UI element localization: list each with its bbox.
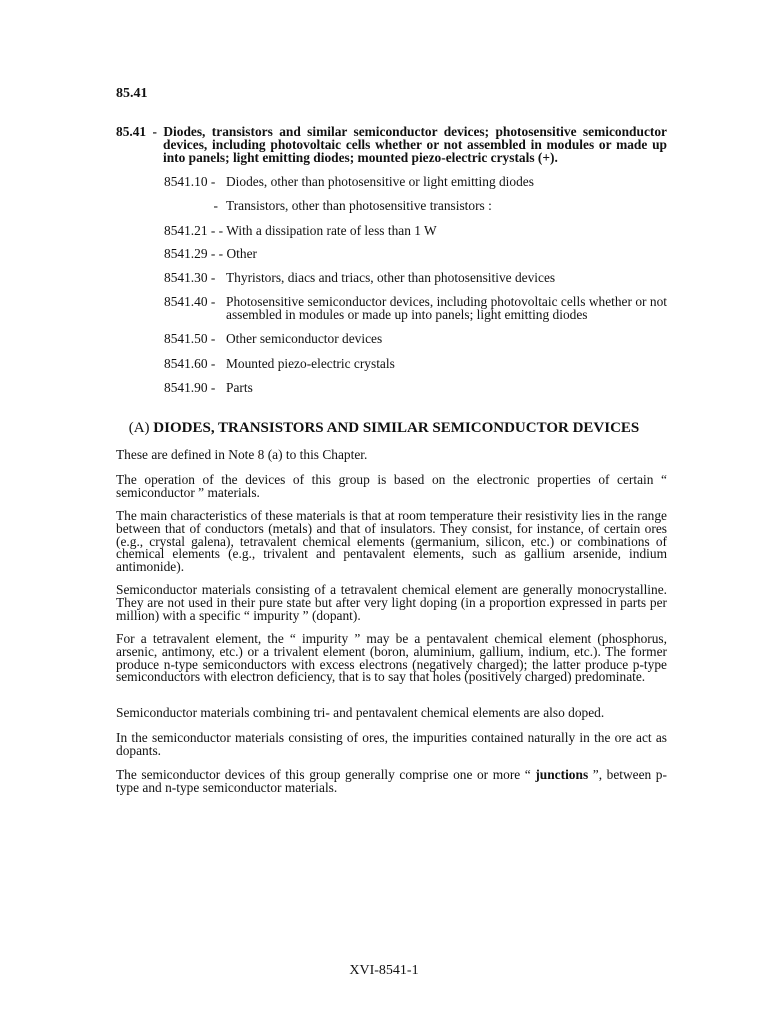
- subheading-code: 8541.90 -: [164, 380, 216, 395]
- heading-code: 85.41: [116, 86, 148, 101]
- paragraph-text: The semiconductor devices of this group generally comprise one or more “: [116, 767, 531, 782]
- paragraph: Semiconductor materials consisting of a tetravalent chemical element are generally monocrystalline. They are not used in their pure state but after very light doping (in a proportion expressed in parts per million) with a specific “ impurity ” (dopant).: [116, 582, 667, 623]
- section-title: [0, 420, 768, 437]
- subheading-row: [164, 248, 257, 261]
- paragraph: In the semiconductor materials consisting of ores, the impurities contained naturally in the ore act as dopants.: [116, 730, 667, 758]
- subheading-text: Parts: [226, 380, 253, 395]
- subheading-row: [164, 333, 667, 346]
- section-prefix: (A): [128, 420, 150, 436]
- paragraph: The operation of the devices of this group is based on the electronic properties of certain “ semiconductor ” materials.: [116, 472, 667, 500]
- subheading-row: [164, 225, 437, 238]
- subheading-text: Thyristors, diacs and triacs, other than photosensitive devices: [226, 270, 556, 285]
- subheading-row: [164, 272, 667, 285]
- paragraph: [116, 769, 667, 795]
- page-footer: XVI-8541-1: [349, 963, 419, 978]
- subheading-text: Transistors, other than photosensitive transistors :: [226, 198, 492, 213]
- subheading-row: [164, 176, 667, 189]
- subheading-text: Diodes, other than photosensitive or light emitting diodes: [226, 174, 534, 189]
- heading-title-text: 85.41 - Diodes, transistors and similar semiconductor devices; photosensitive semiconductor devices, including photovoltaic cells whether or not assembled in modules or made up into panels; light emitting diodes; mounted piezo-electric crystals (+).: [116, 124, 667, 165]
- subheading-code: -: [213, 198, 218, 213]
- paragraph: These are defined in Note 8 (a) to this Chapter.: [116, 447, 368, 462]
- subheading-code: 8541.40 -: [164, 294, 216, 309]
- subheading-text: Other: [226, 246, 257, 261]
- section-heading: DIODES, TRANSISTORS AND SIMILAR SEMICONDUCTOR DEVICES: [153, 420, 640, 436]
- subheading-text: Photosensitive semiconductor devices, including photovoltaic cells whether or not assembled in modules or made up into panels; light emitting diodes: [226, 294, 667, 322]
- paragraph-keyword: junctions: [535, 767, 589, 782]
- subheading-row: [164, 382, 667, 395]
- subheading-row: [164, 200, 667, 213]
- subheading-code: 8541.50 -: [164, 331, 216, 346]
- paragraph-text: ”, between p-type and n-type semiconductor materials.: [116, 767, 667, 795]
- subheading-text: With a dissipation rate of less than 1 W: [226, 223, 437, 238]
- subheading-code: 8541.21 - -: [164, 223, 224, 238]
- subheading-row: [164, 296, 667, 322]
- subheading-code: 8541.29 - -: [164, 246, 224, 261]
- paragraph: Semiconductor materials combining tri- and pentavalent chemical elements are also doped.: [116, 705, 605, 720]
- subheading-code: 8541.60 -: [164, 356, 216, 371]
- subheading-code: 8541.30 -: [164, 270, 216, 285]
- heading-title: [116, 126, 667, 164]
- paragraph: For a tetravalent element, the “ impurity ” may be a pentavalent chemical element (phosphorus, arsenic, antimony, etc.) or a trivalent element (boron, aluminium, gallium, indium, etc.). The former produce n-type semiconductors with excess electrons (negatively charged); the latter produce p-type semiconductors with electron deficiency, that is to say that holes (positively charged) predominate.: [116, 631, 667, 685]
- subheading-text: Mounted piezo-electric crystals: [226, 356, 395, 371]
- paragraph: The main characteristics of these materials is that at room temperature their resistivity lies in the range between that of conductors (metals) and that of insulators. They consist, for instance, of certain ores (e.g., crystal galena), tetravalent chemical elements (germanium, silicon, etc.) or combinations of chemical elements (e.g., trivalent and pentavalent elements, such as gallium arsenide, indium antimonide).: [116, 508, 667, 575]
- subheading-text: Other semiconductor devices: [226, 331, 383, 346]
- subheading-code: 8541.10 -: [164, 174, 216, 189]
- subheading-row: [164, 358, 667, 371]
